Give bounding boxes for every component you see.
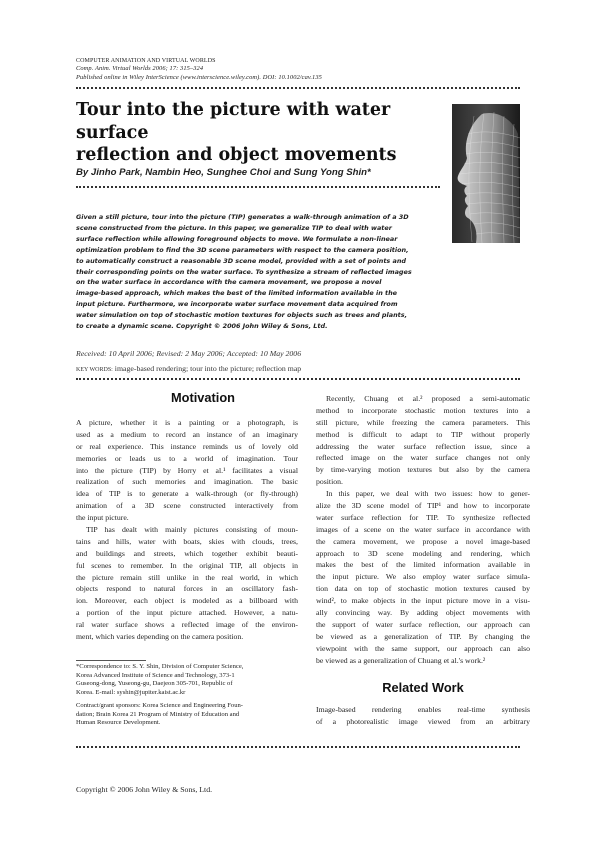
body-line: Recently, Chuang et al.² proposed a semi-automatic <box>326 394 530 403</box>
footnote-line: Human Resource Development. <box>76 719 161 727</box>
body-line: the camera movement, we propose a novel image-based <box>316 536 530 546</box>
keywords-label: KEY WORDS: <box>76 367 113 373</box>
body-line: position. <box>316 477 343 487</box>
body-line: still picture, while freezing the camera parameters. This <box>316 417 530 427</box>
body-line: images of a scene on the water surface in accordance with <box>316 524 530 534</box>
body-line: viewpoint with the same support, our approach can also <box>316 643 530 653</box>
footnote-rule <box>76 660 146 661</box>
authors-rule <box>76 186 440 188</box>
section-heading-text: Related Work <box>382 680 464 695</box>
footer-rule <box>76 746 520 748</box>
body-line: wind², to make objects in the input picture move in a visu- <box>316 596 530 606</box>
abstract-line: their corresponding points on the water surface. To synthesize a stream of reflected images <box>76 267 412 276</box>
keywords-text: image-based rendering; tour into the picture; reflection map <box>114 364 302 373</box>
title-line: reflection and object movements <box>76 145 397 165</box>
section-heading-related-work <box>316 680 530 695</box>
body-line: approach to 3D scene modeling and rendering, which <box>316 548 530 558</box>
body-line: or real experience. This instance reminds us of lovely old <box>76 441 298 451</box>
footnote-line: Korea Advanced Institute of Science and Technology, 373-1 <box>76 671 235 679</box>
body-line: ful scenes to remember. In the original TIP, all objects in <box>76 560 298 570</box>
body-line: into the picture (TIP) by Horry et al.¹ facilitates a visual <box>76 465 298 475</box>
abstract-line: to create a dynamic scene. Copyright © 2006 John Wiley & Sons, Ltd. <box>76 322 328 331</box>
body-line: realization of such memories and imagination. The basic <box>76 477 298 487</box>
body-line: memories or leads us to a world of imagination. Tour <box>76 453 298 463</box>
journal-citation: Comp. Anim. Virtual Worlds 2006; 17: 315–324 <box>76 65 204 73</box>
body-line: ion. Moreover, each object is modeled as a billboard with <box>76 596 298 606</box>
body-line: ally convincing way. By adding object movements with <box>316 608 530 618</box>
body-line: the picture remain still unlike in the real world, in which <box>76 572 298 582</box>
header-rule <box>76 87 520 89</box>
body-line: Image-based rendering enables real-time synthesis <box>316 705 530 714</box>
right-column-body <box>316 393 530 666</box>
received-dates: Received: 10 April 2006; Revised: 2 May 2006; Accepted: 10 May 2006 <box>76 349 302 358</box>
body-line: and buildings and streets, which together exhibit beauti- <box>76 548 298 558</box>
body-line: makes the best of the limited information available in <box>316 560 530 570</box>
keywords <box>76 364 301 373</box>
body-line: the input picture. <box>76 513 129 523</box>
body-line: idea of TIP is to generate a walk-through (or fly-through) <box>76 489 298 499</box>
abstract-line: on the water surface in accordance with the camera movement, we propose a novel <box>76 278 382 287</box>
body-line: ral water surface shows a reflected image of the environ- <box>76 620 298 630</box>
journal-header <box>76 57 456 82</box>
abstract <box>76 212 448 332</box>
footnote-line: Contract/grant sponsors: Korea Science and Engineering Foun- <box>76 702 243 709</box>
left-column-body <box>76 417 298 643</box>
title-line: Tour into the picture with water surface <box>76 100 391 143</box>
paper-title <box>76 99 456 167</box>
abstract-line: scene constructed from the picture. In this paper, we generalize TIP to deal with water <box>76 223 392 232</box>
body-line: reflected image on the water surface changes not only <box>316 453 530 463</box>
body-line: addressing the water surface reflection issue, since a <box>316 441 530 451</box>
abstract-line: optimization problem to find the 3D scene parameters with respect to the camera position, <box>76 245 409 254</box>
body-line: method is difficult to adapt to TIP without properly <box>316 429 530 439</box>
abstract-line: water simulation on top of stochastic motion textures for objects such as trees and plants, <box>76 311 408 320</box>
footnote-line: Guseong-dong, Yuseong-gu, Daejeon 305-701, Republic of <box>76 680 233 688</box>
body-line: be viewed as a generalization of TIP. By changing the <box>316 631 530 641</box>
body-line: TIP has dealt with mainly pictures consisting of moun- <box>86 525 298 535</box>
abstract-line: surface reflection while allowing foreground objects to move. We formulate a non-linear <box>76 234 398 243</box>
keywords-rule <box>76 378 520 380</box>
authors: By Jinho Park, Nambin Heo, Sunghee Choi and Sung Yong Shin* <box>76 167 371 178</box>
abstract-line: input picture. Furthermore, we incorporate water surface movement data acquired from <box>76 300 398 309</box>
body-line: a portion of the input picture attached. However, a natu- <box>76 608 298 618</box>
copyright-footer: Copyright © 2006 John Wiley & Sons, Ltd. <box>76 785 213 794</box>
body-line: water surface reflection for TIP. To synthesize reflected <box>316 512 530 522</box>
abstract-line: image-based approach, which makes the best of the limited information available in the <box>76 289 398 298</box>
journal-published: Published online in Wiley InterScience (www.interscience.wiley.com). DOI: 10.1002/cav.135 <box>76 73 322 81</box>
abstract-line: Given a still picture, tour into the picture (TIP) generates a walk-through animation of a 3D <box>76 213 409 221</box>
body-line: by time-varying motion textures but also by the camera <box>316 465 530 475</box>
journal-name: COMPUTER ANIMATION AND VIRTUAL WORLDS <box>76 58 216 64</box>
body-line: A picture, whether it is a painting or a photograph, is <box>76 418 298 427</box>
body-line: objects respond to natural forces in an oscillatory fash- <box>76 584 298 594</box>
sponsors-footnote <box>76 702 298 728</box>
footnote-line: *Correspondence to: S. Y. Shin, Division of Computer Science, <box>76 663 244 670</box>
footnote-line: dation; Brain Korea 21 Program of Ministry of Education and <box>76 710 240 718</box>
body-line: tains and hills, water with boats, skies with clouds, trees, <box>76 536 298 546</box>
face-wireframe-image <box>452 104 520 243</box>
body-line: be viewed as a generalization of Chuang et al.'s work.² <box>316 655 486 665</box>
body-line: the support of water surface reflection, our approach can <box>316 619 530 629</box>
body-line: the input picture. We also employ water surface simula- <box>316 572 530 582</box>
footnote-line: Korea. E-mail: syshin@jupiter.kaist.ac.kr <box>76 688 186 696</box>
section-heading-text: Motivation <box>171 390 235 405</box>
correspondence-footnote <box>76 663 298 697</box>
body-line: ment, which varies depending on the camera position. <box>76 632 244 642</box>
body-line: In this paper, we deal with two issues: how to gener- <box>326 489 530 499</box>
body-line: method to incorporate stochastic motion textures into a <box>316 405 530 415</box>
body-line: of a photorealistic image viewed from an arbitrary <box>316 716 530 726</box>
abstract-line: to automatically construct a reasonable 3D scene model, provided with a set of points and <box>76 256 407 265</box>
body-line: animation of a 3D scene constructed interactively from <box>76 501 298 511</box>
right-column-body-continued <box>316 704 530 728</box>
body-line: used as a medium to record an instance of an imaginary <box>76 429 298 439</box>
body-line: alize the 3D scene model of TIP¹ and how to incorporate <box>316 501 530 511</box>
body-line: tion data on top of stochastic motion textures caused by <box>316 584 530 594</box>
